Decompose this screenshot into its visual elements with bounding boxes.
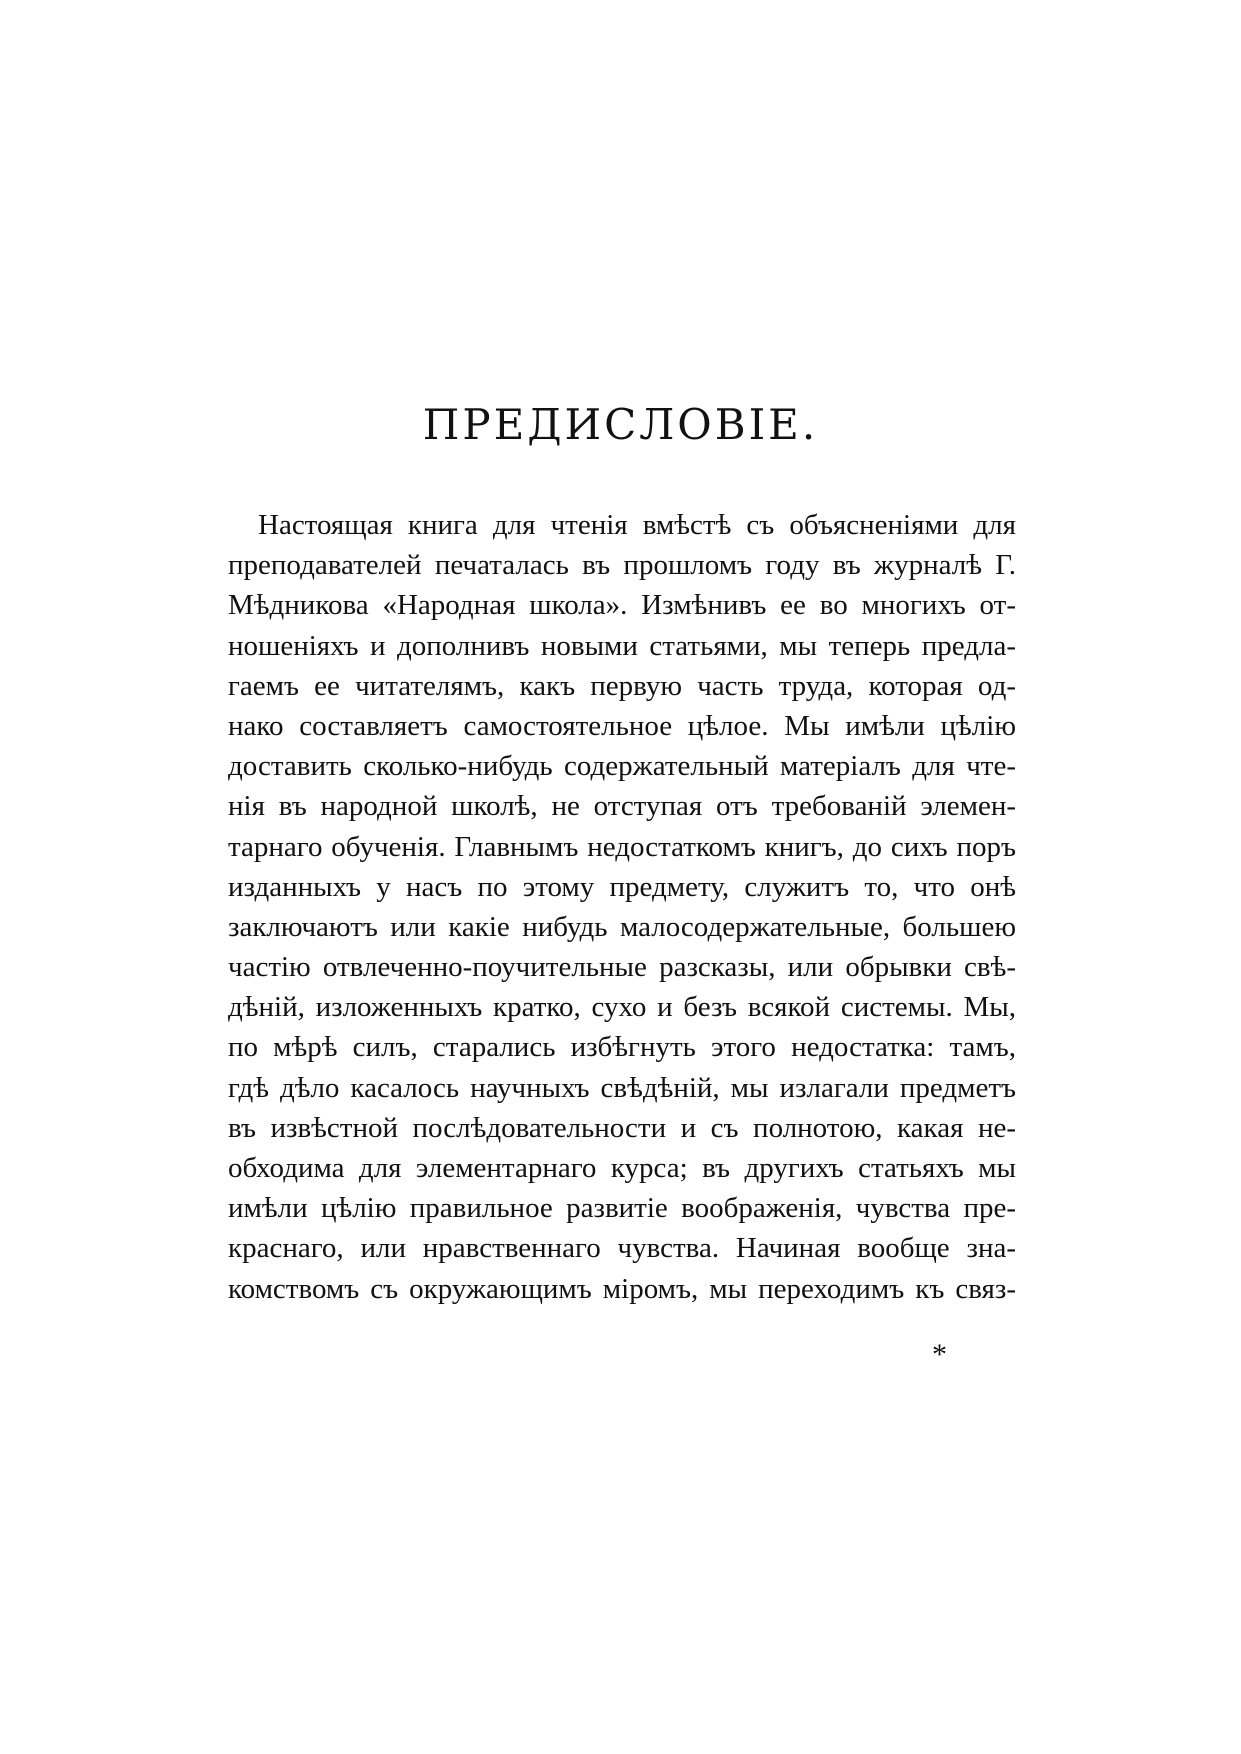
signature-mark: *: [932, 1338, 947, 1371]
text-line: имѣли цѣлію правильное развитіе воображенія, чувства пре-: [228, 1192, 1016, 1225]
text-line: въ извѣстной послѣдовательности и съ полнотою, какая не-: [228, 1111, 1016, 1144]
text-line: комствомъ съ окружающимъ міромъ, мы переходимъ къ связ-: [228, 1272, 1016, 1305]
text-line: Настоящая книга для чтенія вмѣстѣ съ объясненіями для: [258, 509, 1016, 541]
text-line: Мѣдникова «Народная школа». Измѣнивъ ее во многихъ от-: [228, 589, 1016, 622]
text-line: гдѣ дѣло касалось научныхъ свѣдѣній, мы излагали предметъ: [228, 1071, 1016, 1104]
preface-paragraph: [228, 505, 1016, 1309]
text-line: краснаго, или нравственнаго чувства. Начиная вообще зна-: [228, 1232, 1016, 1265]
text-line: частію отвлеченно-поучительные разсказы, или обрывки свѣ-: [228, 951, 1016, 984]
page-title: ПРЕДИСЛОВІЕ.: [422, 400, 819, 449]
text-line: по мѣрѣ силъ, старались избѣгнуть этого недостатка: тамъ,: [228, 1031, 1016, 1064]
text-line: преподавателей печаталась въ прошломъ году въ журналѣ Г.: [228, 549, 1016, 582]
text-line: дѣній, изложенныхъ кратко, сухо и безъ всякой системы. Мы,: [228, 991, 1016, 1024]
text-line: обходима для элементарнаго курса; въ другихъ статьяхъ мы: [228, 1152, 1016, 1184]
text-line: нія въ народной школѣ, не отступая отъ требованій элемен-: [228, 790, 1016, 823]
text-line: изданныхъ у насъ по этому предмету, служитъ то, что онѣ: [228, 870, 1016, 903]
text-line: доставить сколько-нибудь содержательный матеріалъ для чте-: [228, 750, 1016, 783]
text-line: заключаютъ или какіе нибудь малосодержательные, большею: [228, 910, 1016, 943]
text-line: тарнаго обученія. Главнымъ недостаткомъ книгъ, до сихъ поръ: [228, 830, 1016, 863]
text-line: нако составляетъ самостоятельное цѣлое. Мы имѣли цѣлію: [228, 709, 1016, 742]
text-line: ношеніяхъ и дополнивъ новыми статьями, мы теперь предла-: [228, 629, 1016, 662]
text-line: гаемъ ее читателямъ, какъ первую часть труда, которая од-: [228, 669, 1016, 702]
